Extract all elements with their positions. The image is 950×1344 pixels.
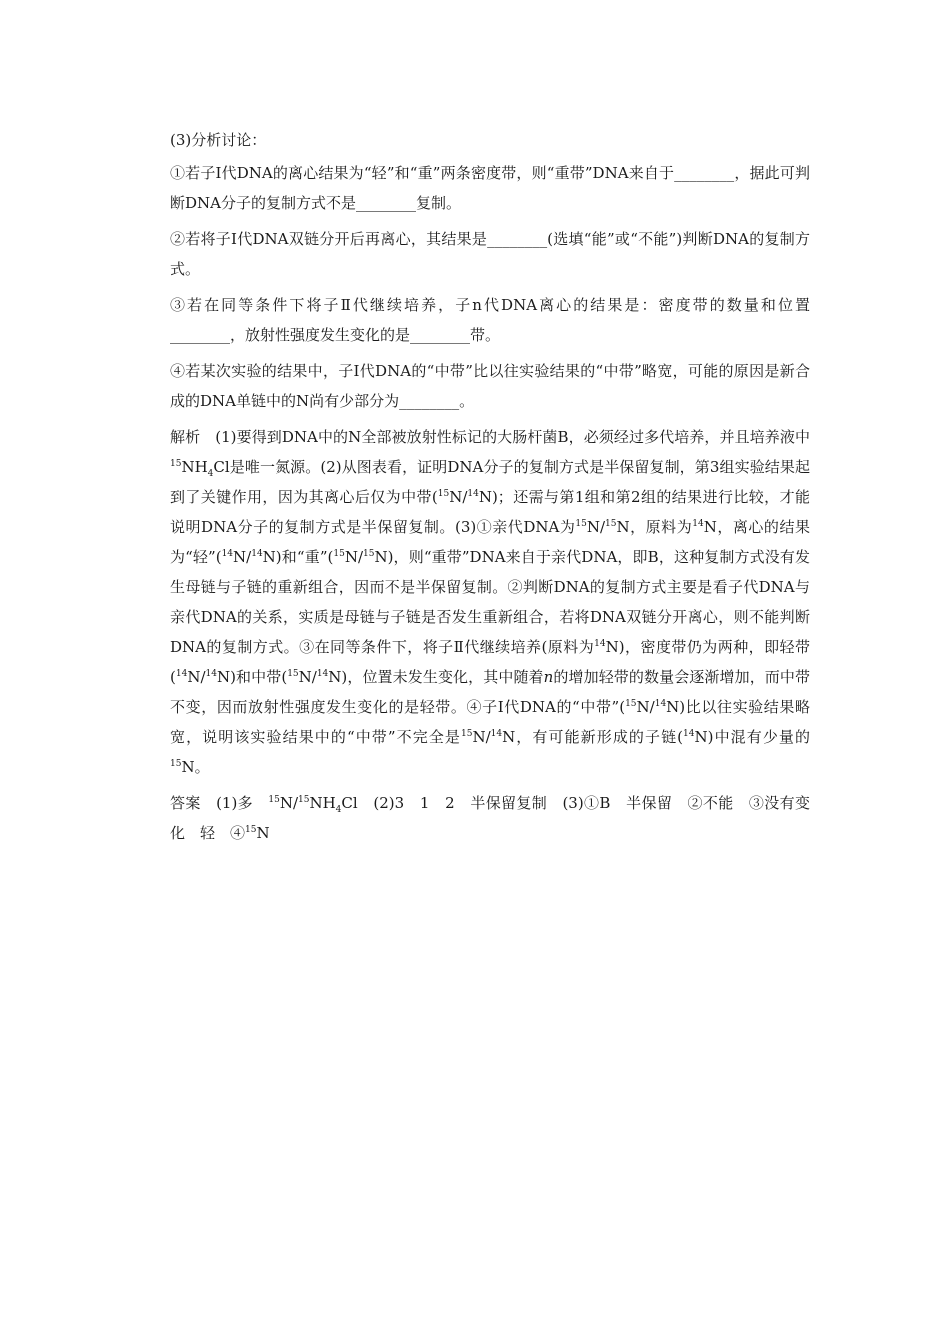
section-heading: (3)分析讨论： xyxy=(170,131,267,149)
answer-label: 答案 xyxy=(170,794,201,812)
question-2: ②若将子Ⅰ代DNA双链分开后再离心，其结果是________(选填“能”或“不能”)判断DNA的复制方式。 xyxy=(170,230,810,278)
analysis-label: 解析 xyxy=(170,428,201,446)
analysis-paragraph: 解析 (1)要得到DNA中的N全部被放射性标记的大肠杆菌B，必须经过多代培养，并且培养液中$^{15}NH_4Cl$是唯一氮源。(2)从图表看，证明DNA分子的复制方式是半保留复制，第3组实验结果起到了关键作用，因为其离心后仅为中带($^{15}$N/$^{14}$N)；还需与第1组和第2组的结果进行比较，才能说明DNA分子的复制方式是半保留复制。(3)①亲代DNA为$^{15}$N/$^{15}$N，原料为$^{14}$N，离心的结果为“轻”($^{14}$N/$^{14}$N)和“重”($^{15}$N/$^{15}$N)，则“重带”DNA来自于亲代DNA，即B，这种复制方式没有发生母链与子链的重新组合，因而不是半保留复制。②判断DNA的复制方式主要是看子代DNA与亲代DNA的关系，实质是母链与子链是否发生重新组合，若将DNA双链分开离心，则不能判断DNA的复制方式。③在同等条件下，将子Ⅱ代继续培养(原料为$^{14}$N)，密度带仍为两种，即轻带($^{14}$N/$^{14}$N)和中带($^{15}$N/$^{14}$N)，位置未发生变化，其中随着n的增加轻带的数量会逐渐增加，而中带不变，因而放射性强度发生变化的是轻带。④子Ⅰ代DNA的“中带”($^{15}$N/$^{14}$N)比以往实验结果略宽，说明该实验结果中的“中带”不完全是$^{15}$N/$^{14}$N，有可能新形成的子链($^{14}$N)中混有少量的$^{15}$N。 xyxy=(170,428,811,776)
question-4: ④若某次实验的结果中，子Ⅰ代DNA的“中带”比以往实验结果的“中带”略宽，可能的原因是新合成的DNA单链中的N尚有少部分为________。 xyxy=(170,362,810,410)
document-body xyxy=(170,125,810,854)
question-3: ③若在同等条件下将子Ⅱ代继续培养，子n代DNA离心的结果是：密度带的数量和位置________，放射性强度发生变化的是________带。 xyxy=(170,296,810,344)
question-1: ①若子Ⅰ代DNA的离心结果为“轻”和“重”两条密度带，则“重带”DNA来自于________，据此可判断DNA分子的复制方式不是________复制。 xyxy=(170,164,810,212)
answer-paragraph: 答案 (1)多 $^{15}N/^{15}NH_4Cl$ (2)3 1 2 半保留复制 (3)①B 半保留 ②不能 ③没有变化 轻 ④$^{15}$N xyxy=(170,794,810,842)
